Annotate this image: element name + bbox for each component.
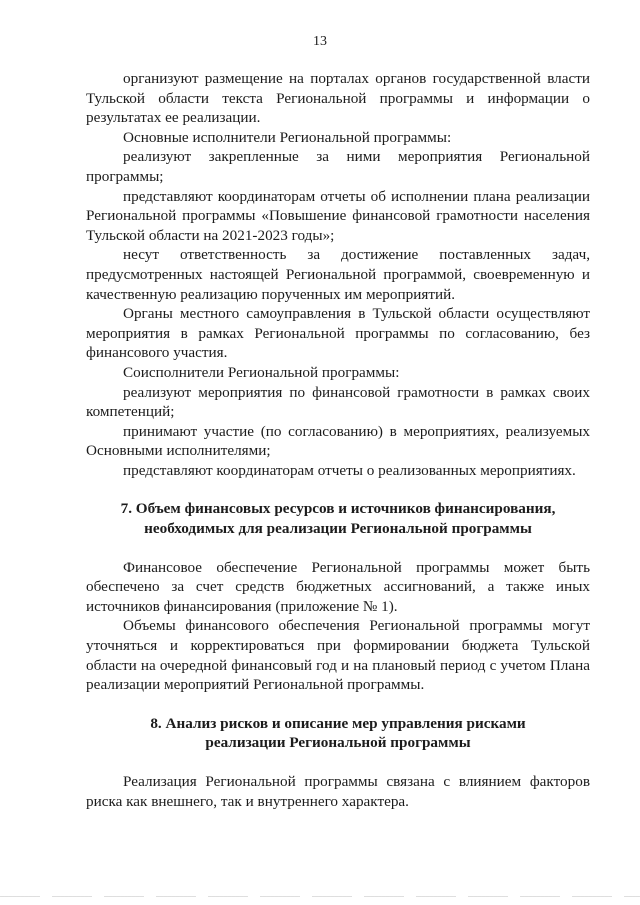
section-8-title-line-2: реализации Региональной программы bbox=[205, 734, 471, 752]
paragraph: несут ответственность за достижение поставленных задач, предусмотренных настоящей Региональной программой, своевременную и качественную реализацию порученных им мероприятий. bbox=[86, 246, 590, 303]
paragraph: реализуют закрепленные за ними мероприятия Региональной программы; bbox=[86, 148, 590, 185]
section-8-title-line-1: 8. Анализ рисков и описание мер управления рисками bbox=[150, 714, 526, 732]
paragraph: организуют размещение на порталах органов государственной власти Тульской области текста Региональной программы и информации о результатах ее реализации. bbox=[86, 70, 590, 127]
scan-footer-line bbox=[0, 896, 640, 897]
page-number: 13 bbox=[313, 34, 327, 49]
paragraph: Финансовое обеспечение Региональной программы может быть обеспечено за счет средств бюджетных ассигнований, а также иных источников финансирования (приложение № 1). bbox=[86, 558, 590, 615]
section-7-title-line-1: 7. Объем финансовых ресурсов и источников финансирования, bbox=[120, 500, 556, 518]
paragraph: реализуют мероприятия по финансовой грамотности в рамках своих компетенций; bbox=[86, 383, 590, 421]
paragraph: представляют координаторам отчеты о реализованных мероприятиях. bbox=[123, 461, 576, 479]
paragraph: Соисполнители Региональной программы: bbox=[123, 363, 400, 381]
paragraph: Объемы финансового обеспечения Региональной программы могут уточняться и корректироваться при формировании бюджета Тульской области на очередной финансовый год и на плановый период с учетом Плана реализации мероприятий Региональной программы. bbox=[86, 617, 590, 694]
paragraph: Органы местного самоуправления в Тульской области осуществляют мероприятия в рамках Региональной программы по согласованию, без финансового участия. bbox=[86, 305, 590, 362]
paragraph: Реализация Региональной программы связана с влиянием факторов риска как внешнего, так и внутреннего характера. bbox=[86, 773, 590, 810]
paragraph: представляют координаторам отчеты об исполнении плана реализации Региональной программы «Повышение финансовой грамотности населения Тульской области на 2021-2023 годы»; bbox=[86, 187, 590, 244]
document-body bbox=[86, 69, 590, 811]
paragraph: принимают участие (по согласованию) в мероприятиях, реализуемых Основными исполнителями; bbox=[86, 422, 590, 460]
section-7-title-line-2: необходимых для реализации Региональной программы bbox=[144, 520, 532, 538]
paragraph: Основные исполнители Региональной программы: bbox=[123, 128, 452, 146]
section-7-heading bbox=[86, 499, 590, 538]
section-8-heading bbox=[86, 714, 590, 753]
